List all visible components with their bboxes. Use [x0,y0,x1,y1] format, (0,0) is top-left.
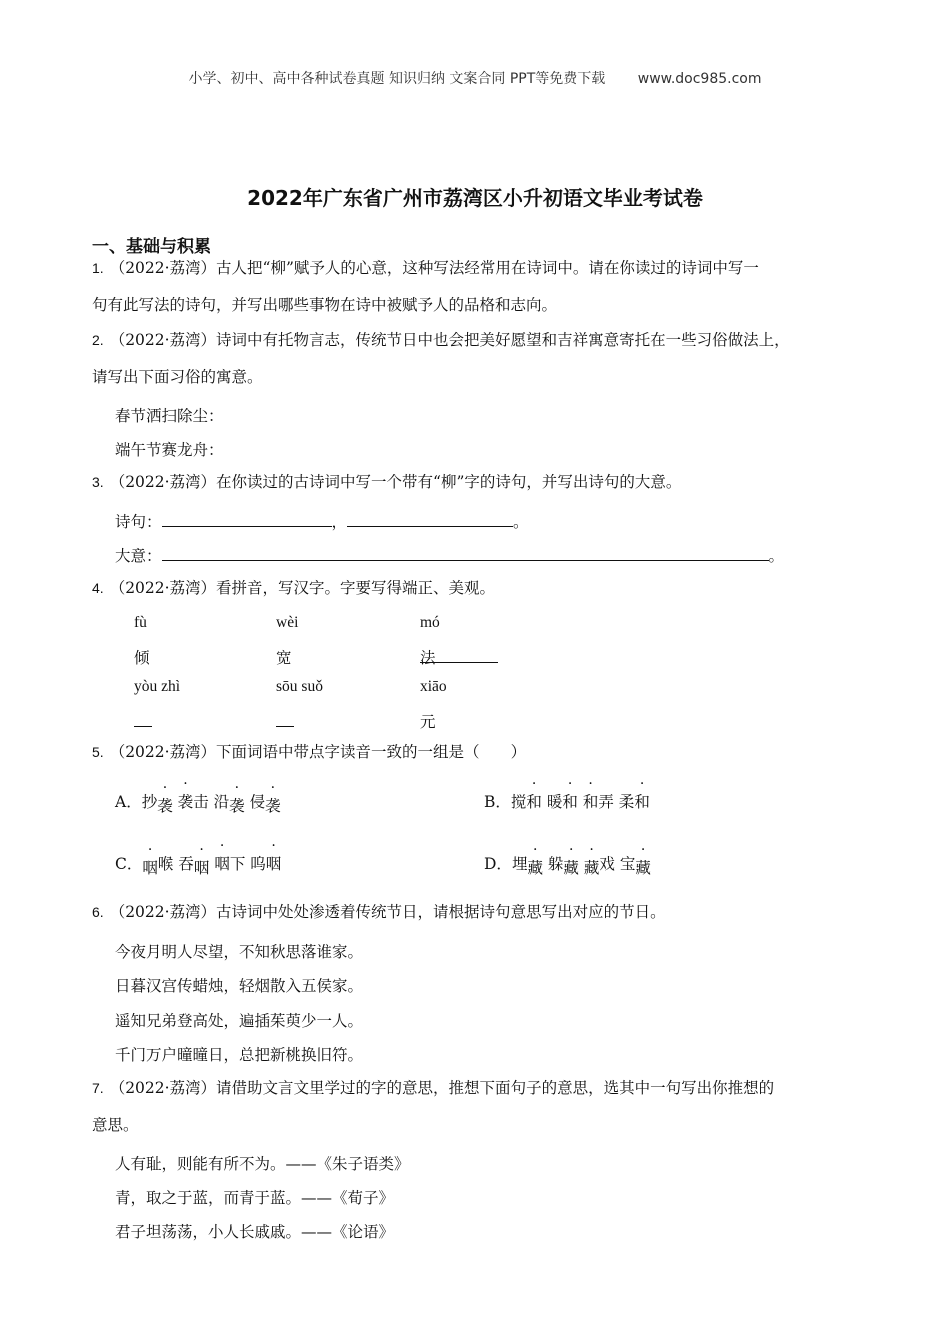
period: 。 [768,547,785,565]
char: 沿 [213,793,230,811]
question-text: （2022·荔湾）在你读过的古诗词中写一个带有“柳”字的诗句，并写出诗句的大意。 [109,473,682,491]
dotted-char: 袭 [229,797,245,815]
option-label: A． [115,793,142,811]
dotted-char: 咽 [265,855,282,873]
char-blank[interactable] [276,710,294,727]
dotted-char: 和 [582,793,599,811]
dotted-char: 藏 [527,859,543,877]
char: 躲 [547,855,564,873]
pinyin-grid [134,614,534,734]
option-label: B． [484,793,511,811]
pinyin: xiāo [420,678,447,695]
char: 击 [193,793,209,811]
header-site-link[interactable]: www.doc985.com [637,71,762,87]
dotted-char: 袭 [157,797,173,815]
dotted-char: 藏 [563,859,579,877]
dotted-char: 和 [634,793,650,811]
comma: ， [331,513,348,531]
custom-item-spring: 春节洒扫除尘： [115,407,224,425]
question-text: （2022·荔湾）古诗词中处处渗透着传统节日，请根据诗句意思写出对应的节日。 [109,903,666,921]
poem-blank-2[interactable] [347,510,513,527]
dotted-char: 咽 [142,859,158,877]
custom-item-dragonboat: 端午节赛龙舟： [115,441,224,459]
dotted-char: 咽 [214,855,230,873]
char: 柔 [618,793,635,811]
meaning-label: 大意： [115,547,162,565]
question-text: 意思。 [92,1116,139,1134]
char: 侵 [249,793,266,811]
pinyin: mó [420,614,440,631]
option-c[interactable] [115,852,282,877]
question-text: （2022·荔湾）诗词中有托物言志，传统节日中也会把美好愿望和吉祥寓意寄托在一些习俗做法上， [109,331,790,349]
pinyin: yòu zhì [134,678,181,695]
question-4 [92,570,862,607]
exam-title: 2022年广东省广州市荔湾区小升初语文毕业考试卷 [247,186,703,210]
quote-line: 人有耻，则能有所不为。——《朱子语类》 [115,1155,410,1173]
word-part: 法 [420,649,436,667]
dotted-char: 藏 [583,859,600,877]
char: 抄 [141,793,158,811]
char-blank[interactable] [134,710,152,727]
poem-line: 遥知兄弟登高处，遍插茱萸少一人。 [115,1012,364,1030]
option-a[interactable] [115,790,281,815]
question-3 [92,464,862,501]
poem-line: 日暮汉宫传蜡烛，轻烟散入五侯家。 [115,977,364,995]
char: 暖 [546,793,563,811]
meaning-answer-line [115,544,784,566]
char: 搅 [510,793,527,811]
dotted-char: 和 [526,793,542,811]
page-header [0,68,950,88]
question-1 [92,250,862,324]
question-number: 3. [92,474,104,490]
meaning-blank[interactable] [162,544,769,561]
poem-line: 千门万户曈曈日，总把新桃换旧符。 [115,1046,364,1064]
dotted-char: 咽 [193,859,210,877]
question-number: 7. [92,1080,104,1096]
char: 埋 [511,855,528,873]
poem-line: 今夜月明人尽望，不知秋思落谁家。 [115,943,364,961]
question-number: 5. [92,744,104,760]
dotted-char: 和 [562,793,578,811]
poem-blank-1[interactable] [162,510,332,527]
dotted-char: 袭 [177,793,194,811]
question-5 [92,734,862,771]
question-text: 句有此写法的诗句，并写出哪些事物在诗中被赋予人的品格和志向。 [92,296,558,314]
period: 。 [513,513,529,531]
question-number: 4. [92,580,104,596]
option-label: C． [115,855,143,873]
question-text: 请写出下面习俗的寓意。 [92,368,263,386]
char: 喉 [157,855,174,873]
char: 戏 [599,855,615,873]
poem-answer-line [115,510,529,532]
char: 吞 [178,855,194,873]
option-d[interactable] [484,852,651,877]
word-part: 宽 [276,649,292,667]
dotted-char: 袭 [265,797,281,815]
quote-line: 青，取之于蓝，而青于蓝。——《荀子》 [115,1189,395,1207]
question-2 [92,322,862,396]
dotted-char: 藏 [635,859,651,877]
question-number: 2. [92,332,104,348]
question-7 [92,1070,862,1144]
question-text: （2022·荔湾）请借助文言文里学过的字的意思，推想下面句子的意思，选其中一句写出你推想的 [109,1079,775,1097]
option-b[interactable] [484,790,650,812]
quote-line: 君子坦荡荡，小人长戚戚。——《论语》 [115,1223,395,1241]
word-part: 元 [420,713,436,731]
char: 呜 [250,855,266,873]
char: 下 [229,855,246,873]
question-text: （2022·荔湾）古人把“柳”赋予人的心意，这种写法经常用在诗词中。请在你读过的诗词中写一 [109,259,759,277]
question-6 [92,894,862,931]
pinyin: sōu suǒ [276,678,323,695]
question-text: （2022·荔湾）看拼音，写汉字。字要写得端正、美观。 [109,579,496,597]
pinyin: wèi [276,614,299,631]
word-part: 倾 [134,649,150,667]
char: 弄 [598,793,614,811]
question-number: 6. [92,904,104,920]
option-label: D． [484,855,512,873]
poem-label: 诗句： [115,513,162,531]
char: 宝 [619,855,636,873]
question-number: 1. [92,260,104,276]
header-text: 小学、初中、高中各种试卷真题 知识归纳 文案合同 PPT等免费下载 [188,71,606,87]
pinyin: fù [134,614,147,631]
question-text: （2022·荔湾）下面词语中带点字读音一致的一组是（ ） [109,743,527,761]
section-heading: 一、基础与积累 [92,237,211,257]
